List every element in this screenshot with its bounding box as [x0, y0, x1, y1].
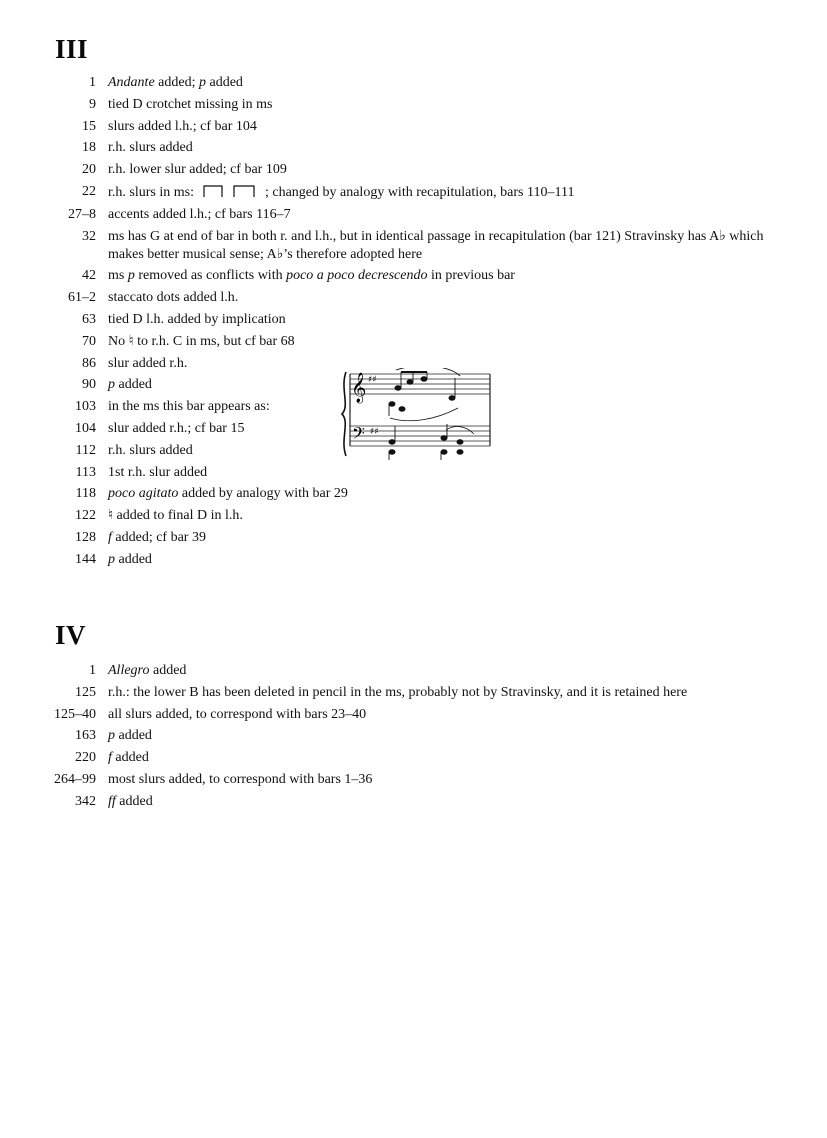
italic-term: Andante: [108, 75, 155, 90]
note-text: [108, 96, 800, 114]
note-entry: [0, 507, 800, 525]
note-text-part: staccato dots added l.h.: [108, 290, 239, 306]
note-entry: [0, 74, 800, 92]
italic-term: p: [127, 268, 135, 284]
note-text: [108, 529, 800, 547]
treble-key-signature: ♯♯: [368, 375, 377, 385]
note-text-part: added: [115, 377, 152, 393]
note-entry: [0, 311, 800, 329]
note-entry: [0, 749, 800, 767]
bass-clef-icon: 𝄢: [352, 423, 365, 447]
section-heading-iv: IV: [55, 620, 87, 650]
bass-key-signature: ♯♯: [370, 427, 379, 437]
bar-number: 18: [82, 140, 96, 156]
note-text-part: tied D crotchet missing in ms: [108, 96, 273, 112]
note-text: [108, 333, 800, 351]
bar-number: 15: [82, 118, 96, 134]
note-text: [108, 420, 318, 438]
bar-number: 220: [75, 750, 96, 766]
treble-clef-icon: 𝄞: [351, 373, 367, 403]
note-text-part: ♮ added to final D in l.h.: [108, 508, 243, 524]
note-text: [108, 793, 800, 811]
note-entry: [0, 551, 800, 569]
bar-number: 104: [75, 420, 96, 436]
note-text: [108, 662, 800, 680]
note-text: [108, 311, 800, 329]
bar-number: 163: [75, 728, 96, 744]
bar-number: 342: [75, 793, 96, 809]
note-entry: [0, 333, 800, 351]
note-text: [108, 442, 318, 460]
note-text: [108, 289, 800, 307]
section-iii-notes-list: [0, 74, 800, 573]
note-text-part: 1st r.h. slur added: [108, 464, 208, 480]
note-text: [108, 118, 800, 136]
bar-number: 1: [89, 663, 96, 678]
bar-number: 70: [82, 333, 96, 349]
italic-term: f: [108, 750, 112, 766]
bar-number: 125: [75, 684, 96, 700]
note-text-part: r.h. slurs added: [108, 140, 193, 156]
bar-number: 112: [75, 442, 96, 458]
note-text: [108, 749, 800, 767]
note-text-part: accents added l.h.; cf bars 116–7: [108, 206, 291, 222]
note-text: [108, 706, 800, 724]
bar-number: 122: [75, 508, 96, 524]
note-entry: [0, 161, 800, 179]
bar-number: 61–2: [68, 290, 96, 306]
bar-number: 27–8: [68, 206, 96, 222]
section-iv-notes-list: [0, 662, 800, 815]
note-text: [108, 727, 800, 745]
note-text-part: added by analogy with bar 29: [178, 486, 348, 502]
note-text-part: added: [115, 551, 152, 567]
note-text-part: in the ms this bar appears as:: [108, 399, 270, 415]
note-text-part: added: [115, 793, 153, 809]
section-heading-iii: III: [55, 34, 89, 64]
bar-number: 22: [82, 183, 96, 199]
note-entry: [0, 206, 800, 224]
note-text-part: all slurs added, to correspond with bars 23–40: [108, 706, 367, 722]
note-entry: [0, 771, 800, 789]
note-text-part: most slurs added, to correspond with bars 1–36: [108, 771, 373, 787]
note-text: [108, 161, 800, 179]
note-text: [108, 464, 318, 482]
bar-number: 113: [75, 464, 96, 480]
italic-term: f: [108, 529, 112, 545]
bar-number: 20: [82, 162, 96, 178]
bar-number: 125–40: [54, 706, 96, 722]
italic-term: ff: [108, 793, 116, 809]
note-text: [108, 376, 318, 394]
note-entry: [0, 662, 800, 680]
bar-number: 1: [89, 75, 96, 90]
bar-number: 128: [75, 529, 96, 545]
note-text-part: No ♮ to r.h. C in ms, but cf bar 68: [108, 333, 295, 349]
note-entry: [0, 228, 800, 264]
note-text: [108, 267, 800, 285]
music-notation-excerpt-icon: [340, 368, 500, 460]
note-text: [108, 206, 800, 224]
bar-number: 9: [89, 96, 96, 112]
note-entry: [0, 793, 800, 811]
note-entry: [0, 684, 800, 702]
note-text-part: r.h.: the lower B has been deleted in pencil in the ms, probably not by Stravinsky, and it is retained here: [108, 684, 688, 700]
bar-number: 118: [75, 486, 96, 502]
note-text: [108, 771, 800, 789]
slur-notation-icon: [198, 183, 260, 199]
note-text: [108, 228, 800, 264]
note-text-part: slur added r.h.; cf bar 15: [108, 420, 245, 436]
note-entry: [0, 96, 800, 114]
note-text-part: removed as conflicts with: [134, 268, 287, 284]
italic-term: poco a poco decrescendo: [286, 268, 428, 284]
note-text-part: slurs added l.h.; cf bar 104: [108, 118, 257, 134]
bar-number: 144: [75, 551, 96, 567]
note-text-part: ms: [108, 268, 128, 284]
note-text-part: added: [115, 728, 152, 744]
note-text: [108, 485, 800, 503]
note-entry: [0, 289, 800, 307]
note-entry: [0, 183, 800, 202]
bar-number: 63: [82, 311, 96, 327]
note-text-part: added; cf bar 39: [111, 529, 206, 545]
note-entry: [0, 118, 800, 136]
note-text-part: r.h. slurs in ms:: [108, 184, 194, 200]
italic-term: p: [108, 551, 115, 567]
note-text-part: r.h. slurs added: [108, 442, 193, 458]
note-text: [108, 551, 800, 569]
note-text: [108, 139, 800, 157]
note-text-part: added: [149, 663, 187, 678]
note-text-part: added: [111, 750, 149, 766]
note-text-part: added: [205, 75, 243, 90]
note-entry: [0, 706, 800, 724]
bar-number: 264–99: [54, 771, 96, 787]
note-text-part: r.h. lower slur added; cf bar 109: [108, 162, 287, 178]
bar-number: 42: [82, 268, 96, 284]
note-entry: [0, 727, 800, 745]
italic-term: poco agitato: [108, 486, 179, 502]
note-text-part: slur added r.h.: [108, 355, 188, 371]
note-text: [108, 684, 800, 702]
note-text: [108, 507, 800, 525]
note-entry: [0, 464, 800, 482]
italic-term: p: [108, 728, 115, 744]
note-entry: [0, 485, 800, 503]
note-text: [108, 183, 800, 202]
bar-number: 32: [82, 228, 96, 244]
note-text: [108, 74, 800, 92]
note-text: [108, 398, 318, 416]
note-text-part: added;: [154, 75, 199, 90]
note-entry: [0, 529, 800, 547]
note-entry: [0, 139, 800, 157]
note-text-part: ; changed by analogy with recapitulation, bars 110–111: [261, 184, 575, 200]
note-text-part: ms has G at end of bar in both r. and l.h., but in identical passage in recapitulation (bar 121) Stravinsky has A♭ which makes better musical sense; A♭’s therefore adopted here: [108, 228, 764, 262]
note-text-part: tied D l.h. added by implication: [108, 311, 286, 327]
italic-term: p: [108, 377, 115, 393]
bar-number: 86: [82, 355, 96, 371]
italic-term: p: [198, 75, 206, 90]
italic-term: Allegro: [108, 663, 150, 678]
note-entry: [0, 267, 800, 285]
bar-number: 103: [75, 399, 96, 415]
bar-number: 90: [82, 377, 96, 393]
note-text-part: in previous bar: [427, 268, 515, 284]
